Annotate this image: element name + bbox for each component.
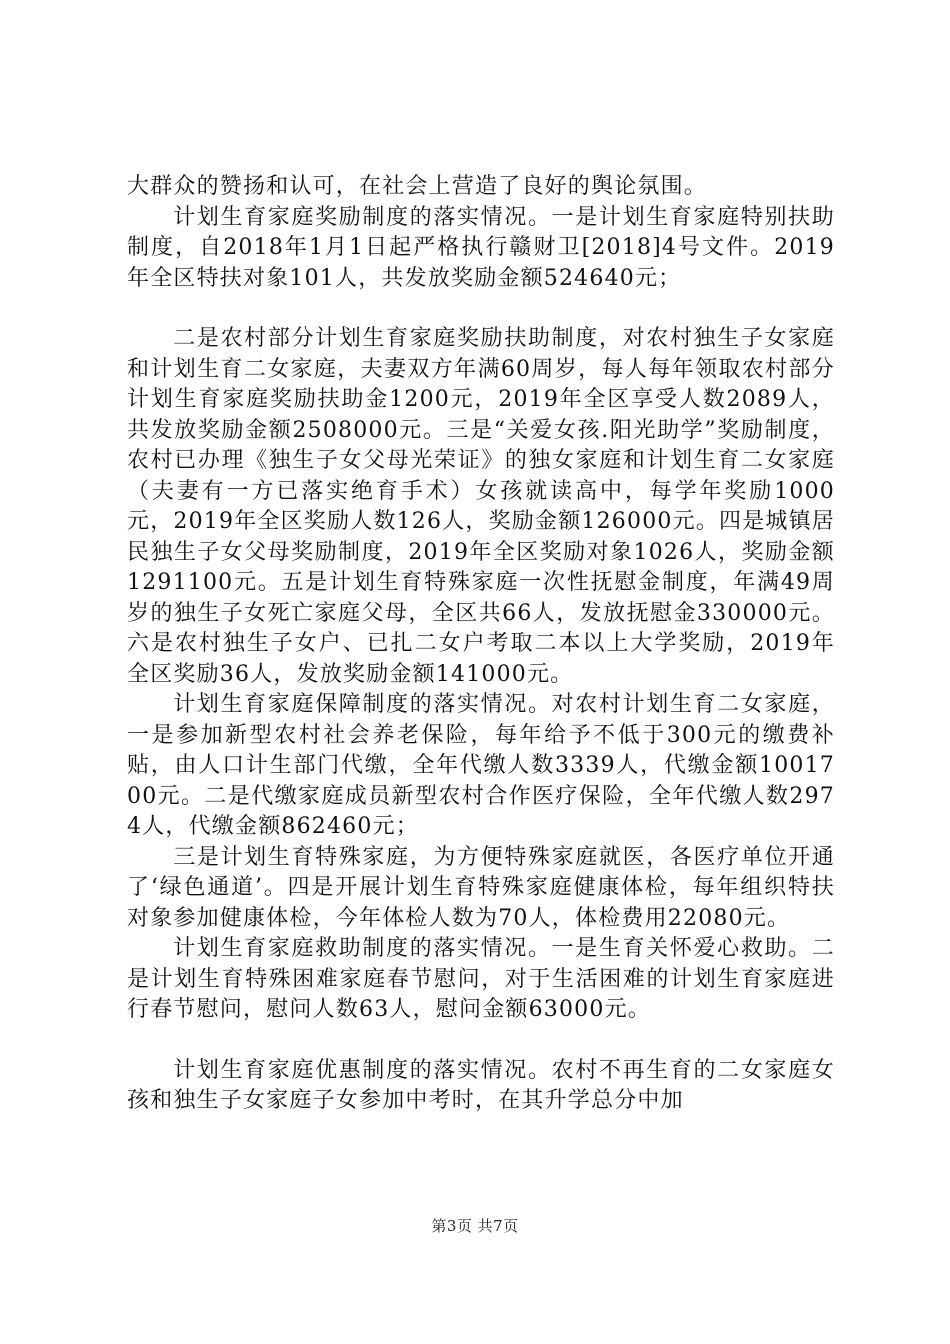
paragraph-special-families: 三是计划生育特殊家庭，为方便特殊家庭就医，各医疗单位开通了‘绿色通道’。四是开展计划生育特殊家庭健康体检，每年组织特扶对象参加健康体检，今年体检人数为70人，体检费用22080元。: [127, 844, 835, 931]
paragraph-rural-reward: 二是农村部分计划生育家庭奖励扶助制度，对农村独生子女家庭和计划生育二女家庭，夫妻双方年满60周岁，每人每年领取农村部分计划生育家庭奖励扶助金1200元，2019年全区享受人数2089人，共发放奖励金额2508000元。三是“关爱女孩.阳光助学”奖励制度，农村已办理《独生子女父母光荣证》的独女家庭和计划生育二女家庭（夫妻有一方已落实绝育手术）女孩就读高中，每学年奖励1000元，2019年全区奖励人数126人，奖励金额126000元。四是城镇居民独生子女父母奖励制度，2019年全区奖励对象1026人，奖励金额1291100元。五是计划生育特殊家庭一次性抚慰金制度，年满49周岁的独生子女死亡家庭父母，全区共66人，发放抚慰金330000元。六是农村独生子女户、已扎二女户考取二本以上大学奖励，2019年全区奖励36人，发放奖励金额141000元。: [127, 326, 835, 687]
paragraph-relief-system: 计划生育家庭救助制度的落实情况。一是生育关怀爱心救助。二是计划生育特殊困难家庭春节慰问，对于生活困难的计划生育家庭进行春节慰问，慰问人数63人，慰问金额63000元。: [127, 936, 835, 1022]
document-body: [127, 172, 835, 1117]
page-number-footer: 第3页 共7页: [431, 1217, 519, 1235]
paragraph-reward-system: 计划生育家庭奖励制度的落实情况。一是计划生育家庭特别扶助制度，自2018年1月1日起严格执行赣财卫[2018]4号文件。2019年全区特扶对象101人，共发放奖励金额524640元；: [127, 204, 835, 291]
paragraph-preferential-system: 计划生育家庭优惠制度的落实情况。农村不再生育的二女家庭女孩和独生子女家庭子女参加中考时，在其升学总分中加: [127, 1057, 835, 1113]
paragraph-continuation: 大群众的赞扬和认可，在社会上营造了良好的舆论氛围。: [127, 174, 708, 199]
paragraph-security-system: 计划生育家庭保障制度的落实情况。对农村计划生育二女家庭，一是参加新型农村社会养老保险，每年给予不低于300元的缴费补贴，由人口计生部门代缴，全年代缴人数3339人，代缴金额1001700元。二是代缴家庭成员新型农村合作医疗保险，全年代缴人数2974人，代缴金额862460元；: [127, 692, 835, 839]
